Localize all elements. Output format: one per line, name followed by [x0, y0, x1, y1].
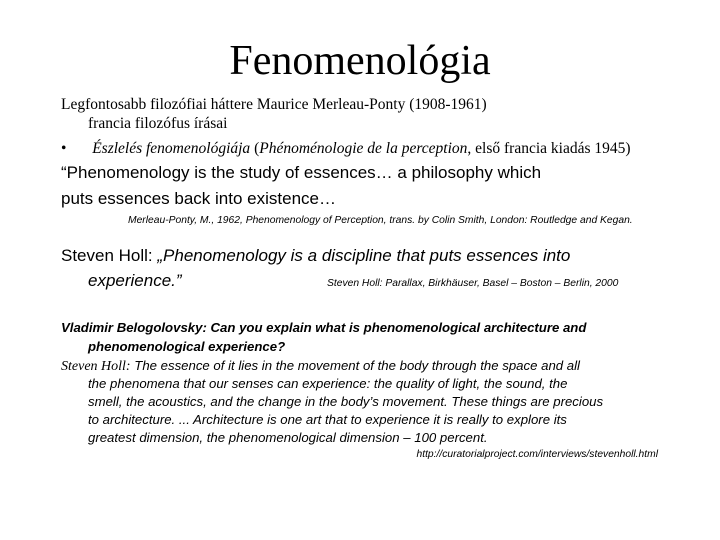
interview-answer-line-4: to architecture. ... Architecture is one art that to experience it is really to explore its: [88, 412, 567, 427]
bullet-open-paren: (: [250, 140, 260, 157]
holl-quote-line-1: [61, 246, 570, 266]
interview-source-link[interactable]: http://curatorialproject.com/interviews/stevenholl.html: [416, 449, 658, 460]
bullet-title-fr: Phénoménologie de la perception: [259, 140, 468, 157]
interview-answer-line-3: smell, the acoustics, and the change in the body’s movement. These things are precious: [88, 394, 604, 409]
interview-answer-line-5: greatest dimension, the phenomenological dimension – 100 percent.: [88, 430, 488, 445]
holl-quote-line-2: experience.”: [88, 271, 182, 290]
quote1-line-1: “Phenomenology is the study of essences… a philosophy which: [61, 163, 542, 182]
answer-text-1: The essence of it lies in the movement of the body through the space and all: [130, 358, 580, 373]
interview-answer-line-1: [61, 358, 580, 375]
quote1-citation: Merleau-Ponty, M., 1962, Phenomenology of Perception, trans. by Colin Smith, London: Routledge and Kegan.: [128, 215, 633, 226]
bullet-marker: •: [61, 140, 67, 157]
quote1-line-2: puts essences back into existence…: [61, 189, 336, 208]
bullet-item: [61, 140, 631, 158]
slide-title: Fenomenológia: [229, 38, 491, 84]
interview-question-line-1: Vladimir Belogolovsky: Can you explain what is phenomenological architecture and: [61, 320, 587, 335]
intro-line-2: francia filozófus írásai: [88, 115, 228, 132]
answer-speaker: Steven Holl:: [61, 359, 131, 374]
holl-speaker: Steven Holl:: [61, 246, 158, 265]
bullet-rest: , első francia kiadás 1945): [467, 140, 631, 157]
interview-answer-line-2: the phenomena that our senses can experience: the quality of light, the sound, the: [88, 376, 568, 391]
holl-citation: Steven Holl: Parallax, Birkhäuser, Basel – Boston – Berlin, 2000: [327, 278, 619, 289]
interview-question-line-2: phenomenological experience?: [88, 339, 286, 354]
bullet-title-hu: Észlelés fenomenológiája: [92, 140, 251, 157]
holl-quote-text-1: „Phenomenology is a discipline that puts essences into: [157, 246, 571, 265]
intro-line-1: Legfontosabb filozófiai háttere Maurice Merleau-Ponty (1908-1961): [61, 96, 487, 113]
